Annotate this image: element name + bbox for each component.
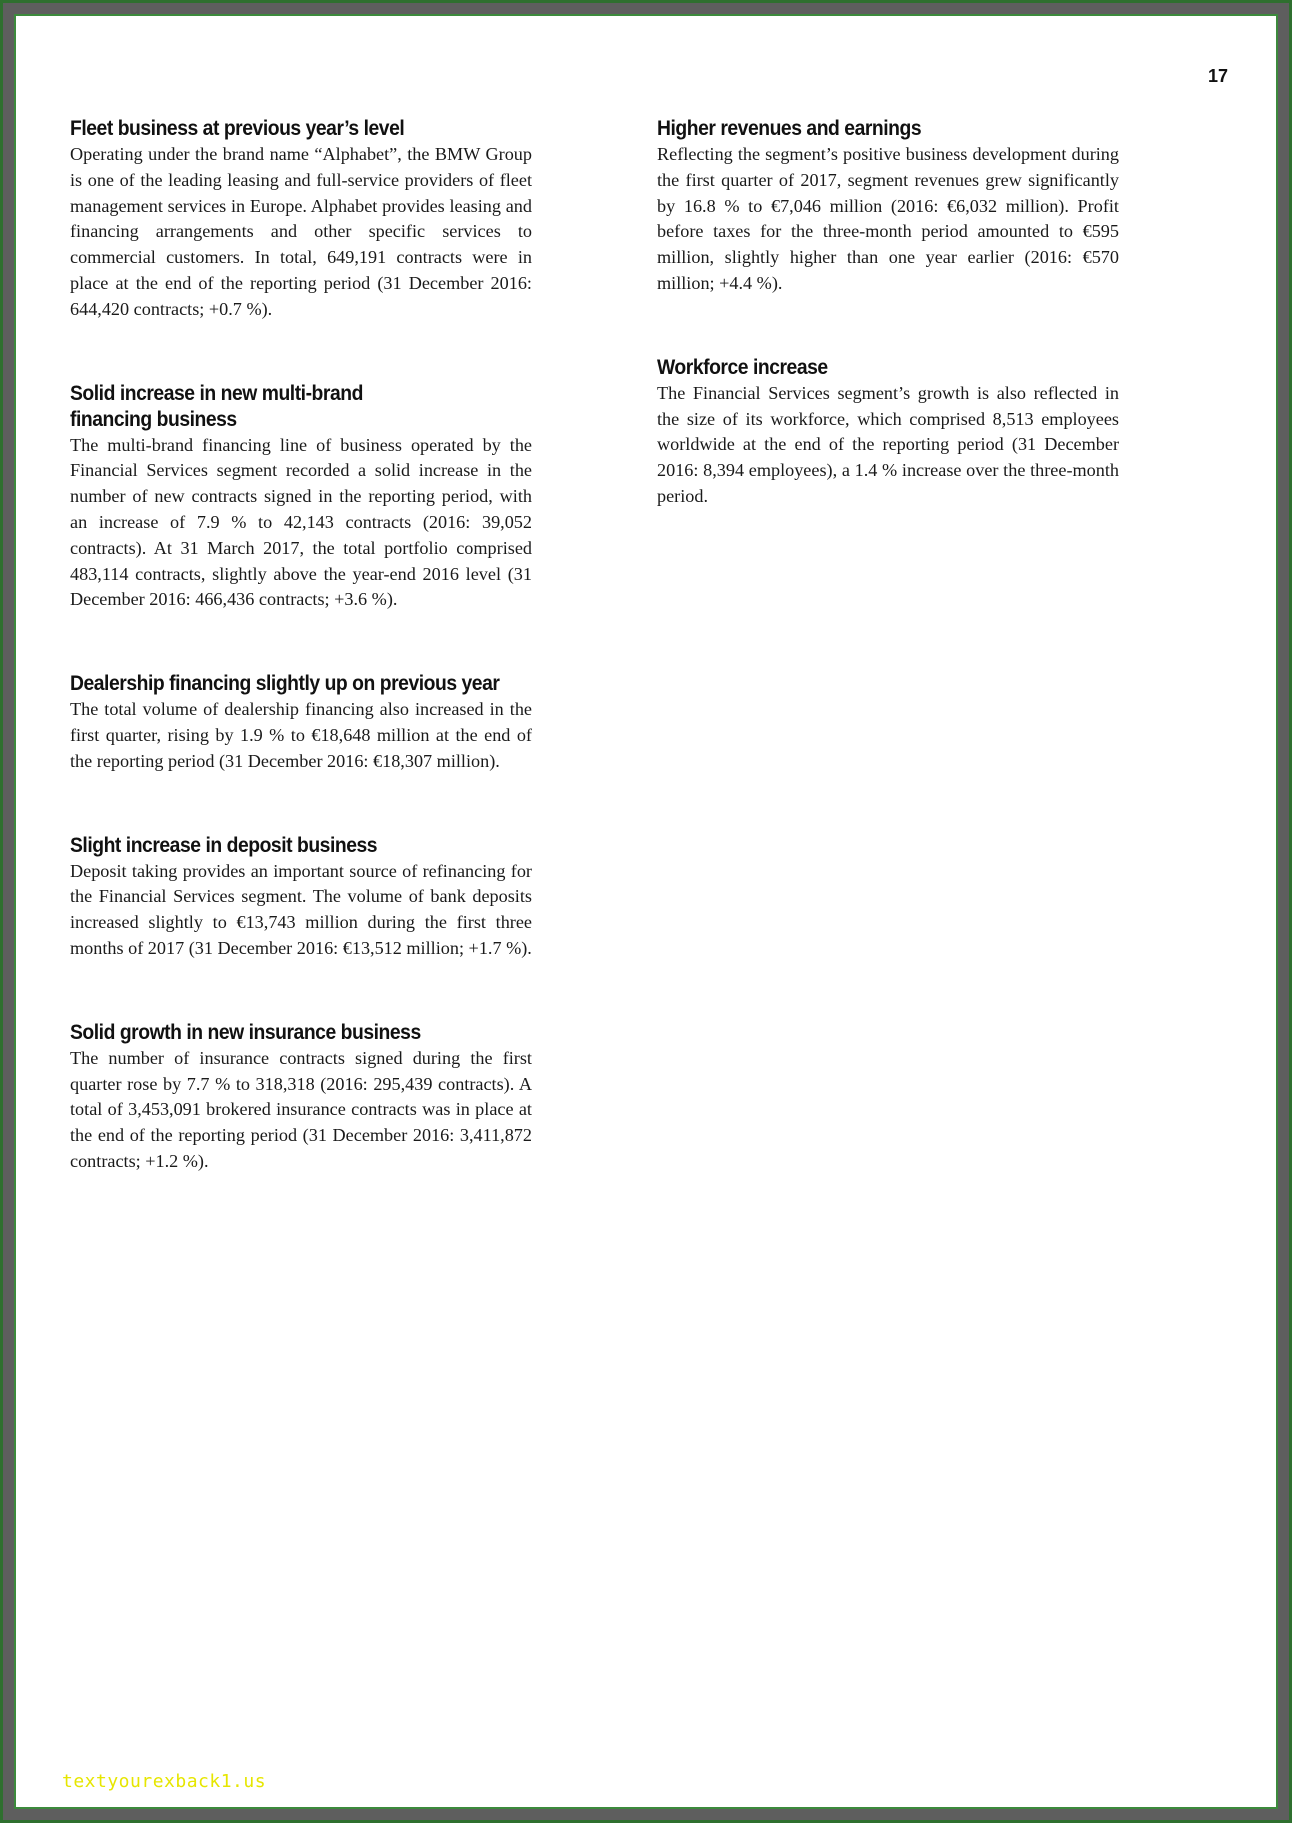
section-workforce-increase [657,355,1119,510]
section-heading-line-2: financing business [70,407,237,431]
section-heading-line-1: Solid increase in new multi-brand [70,381,363,405]
section-heading: Slight increase in deposit business [70,833,378,857]
section-body: The multi-brand financing line of business operated by the Financial Services segment recorded a solid increase in the number of new contracts signed in the reporting period, with an increase of 7.9 % to 42,143 contracts (2016: 39,052 contracts). At 31 March 2017, the total portfolio comprised 483,114 contracts, slightly above the year-end 2016 level (31 December 2016: 466,436 contracts; +3.6 %). [70,434,532,610]
section-heading: Fleet business at previous year’s level [70,117,405,140]
section-heading: Dealership financing slightly up on previous year [70,672,500,696]
section-multi-brand-financing [70,381,532,614]
section-heading: Higher revenues and earnings [657,117,922,140]
right-column [657,116,1119,510]
section-body: Reflecting the segment’s positive business development during the first quarter of 2017, segment revenues grew significantly by 16.8 % to €7,046 million (2016: €6,032 million). Profit before taxes for the three-month period amounted to €595 million, slightly higher than one year earlier (2016: €570 million; +4.4 %). [657,144,1119,293]
section-body: Deposit taking provides an important source of refinancing for the Financial Services segment. The volume of bank deposits increased slightly to €13,743 million during the first three months of 2017 (31 December 2016: €13,512 million; +1.7 %). [70,860,532,958]
section-body: The number of insurance contracts signed during the first quarter rose by 7.7 % to 318,318 (2016: 295,439 contracts). A total of 3,453,091 brokered insurance contracts was in place at the end of the reporting period (31 December 2016: 3,411,872 contracts; +1.2 %). [70,1047,532,1171]
left-column [70,116,532,1175]
page-number: 17 [1207,66,1228,86]
section-body: The Financial Services segment’s growth is also reflected in the size of its workforce, which comprised 8,513 employees worldwide at the end of the reporting period (31 December 2016: 8,394 employees), a 1.4 % increase over the three-month period. [657,382,1119,506]
section-revenues-earnings [657,116,1119,297]
watermark-text: textyourexback1.us [62,1771,267,1792]
section-insurance-business [70,1020,532,1175]
section-body: Operating under the brand name “Alphabet”, the BMW Group is one of the leading leasing and full-service providers of fleet management services in Europe. Alphabet provides leasing and financing arrangements and other specific services to commercial customers. In total, 649,191 contracts were in place at the end of the reporting period (31 December 2016: 644,420 contracts; +0.7 %). [70,144,532,319]
section-dealership-financing [70,671,532,774]
section-heading: Workforce increase [657,355,828,379]
section-body: The total volume of dealership financing also increased in the first quarter, rising by 1.9 % to €18,648 million at the end of the reporting period (31 December 2016: €18,307 million). [70,699,532,771]
section-heading: Solid growth in new insurance business [70,1020,421,1044]
section-fleet-business [70,116,532,323]
section-deposit-business [70,833,532,962]
